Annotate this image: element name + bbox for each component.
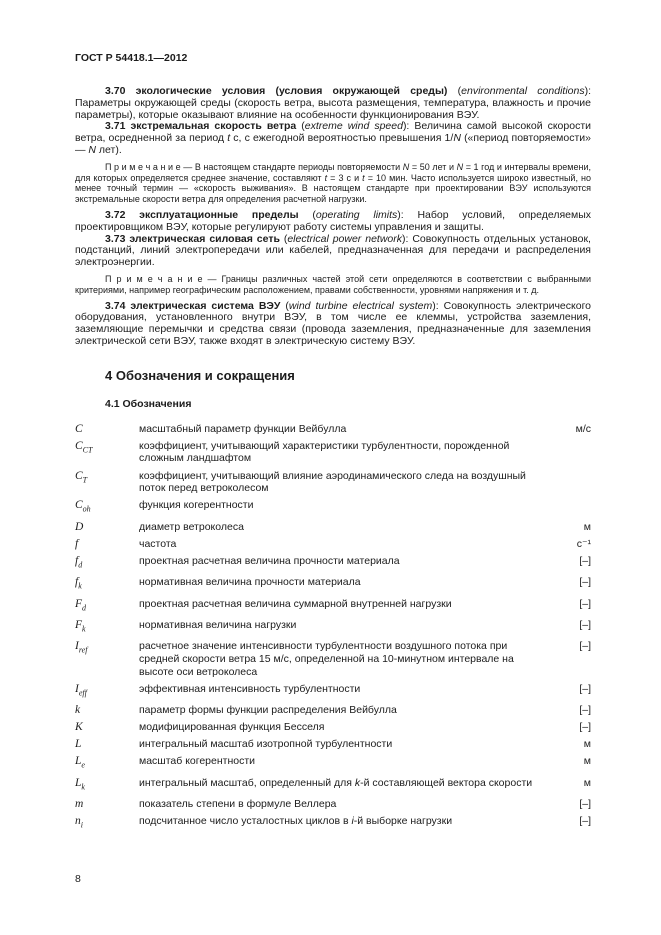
symbol: $L_k$ (75, 776, 85, 791)
section-title: 4 Обозначения и сокращения (105, 367, 295, 383)
symbol: $f_k$ (75, 576, 82, 591)
symbol-unit: м (583, 776, 591, 789)
symbol-row (75, 521, 591, 534)
symbols-list (75, 423, 591, 832)
symbol-description: диаметр ветроколеса (139, 520, 244, 533)
symbol-unit: [–] (579, 682, 591, 695)
symbol-unit: м (583, 520, 591, 533)
symbol: $I_{ref}$ (75, 640, 88, 655)
symbol: $C_{CT}$ (75, 439, 93, 455)
symbol-unit: м (583, 755, 591, 768)
note-3-71: П р и м е ч а н и е — В настоящем стандарте периоды повторяемости N = 50 лет и N = 1 год и интервалы времени, для которых определяется среднее значение, составляют t = 3 с и t = 10 мин. Часто используется широко известный, но менее точный термин — «скорость выживания». В настоящем стандарте при проектировании ВЭУ используются экстремальные скорости ветра для определения расчетной нагрузки. (75, 161, 591, 205)
symbol-description: проектная расчетная величина суммарной внутренней нагрузки (139, 597, 452, 610)
symbol-row (75, 798, 591, 811)
symbol-description: параметр формы функции распределения Вейбулла (139, 704, 397, 717)
symbol: C (75, 422, 83, 435)
symbol-unit: [–] (579, 618, 591, 631)
page-number: 8 (75, 873, 81, 885)
symbol-unit: [–] (579, 704, 591, 717)
symbol-description: функция когерентности (139, 499, 254, 512)
document-number: ГОСТ Р 54418.1—2012 (75, 52, 188, 64)
symbol: $C_T$ (75, 469, 88, 484)
subsection-title: 4.1 Обозначения (105, 397, 192, 410)
symbol-unit: [–] (579, 554, 591, 567)
symbol-row (75, 619, 591, 636)
symbol-row (75, 683, 591, 700)
symbol-row (75, 598, 591, 615)
symbol-row (75, 721, 591, 734)
definition-3-73: 3.73 электрическая силовая сеть (electrical power network): Совокупность отдельных установок, подстанций, линий электропередачи или кабелей, предназначенная для передачи и распределения электроэнергии. (75, 232, 591, 269)
symbol-description: интегральный масштаб, определенный для k-й составляющей вектора скорости (139, 776, 533, 789)
definition-3-70: 3.70 экологические условия (условия окружающей среды) (environmental conditions): Параметры окружающей среды (скорость ветра, высота размещения, температура, влажность и прочие параметры), которые оказывают влияние на особенности функционирования ВЭУ. (75, 85, 591, 121)
symbol-description: проектная расчетная величина прочности материала (139, 554, 400, 567)
symbol-description: коэффициент, учитывающий влияние аэродинамического следа на воздушный поток перед ветроколесом (139, 469, 526, 495)
symbol-row (75, 576, 591, 593)
symbol: K (75, 721, 83, 734)
symbol-description: частота (139, 537, 177, 550)
symbol: m (75, 798, 84, 811)
symbol-row (75, 538, 591, 551)
symbol: $F_k$ (75, 618, 86, 634)
symbol: $F_d$ (75, 597, 87, 612)
definition-3-72: 3.72 эксплуатационные пределы (operating limits): Набор условий, определяемых проектировщиком ВЭУ, которые регулируют работу системы управления и защиты. (75, 208, 591, 233)
symbol-row (75, 470, 591, 495)
definition-3-71: 3.71 экстремальная скорость ветра (extreme wind speed): Величина самой высокой скорости ветра, осредненной за период t с, с ежегодной вероятностью превышения 1/N («период повторяемости» — N лет). (75, 120, 591, 156)
definition-3-74: 3.74 электрическая система ВЭУ (wind turbine electrical system): Совокупность электрического оборудования, установленного внутри ВЭУ, в том числе ее клеммы, устройства заземления, заземляющие перемычки и средства связи (провода заземления, предназначенные для заземления электрической сети ВЭУ, также входят в электрическую систему ВЭУ. (75, 299, 592, 347)
symbol: f (75, 537, 79, 550)
symbol: $L_e$ (75, 755, 85, 770)
symbol-description: нормативная величина прочности материала (139, 576, 361, 589)
document-content (75, 86, 591, 832)
symbol-unit: с⁻¹ (576, 537, 591, 550)
symbol: $n_i$ (75, 815, 83, 830)
note-3-73: П р и м е ч а н и е — Границы различных частей этой сети определяются в соответствии с выбранными критериями, например географическим расположением, правами собственности, уровнями напряжения и т. д. (75, 273, 591, 295)
symbol-row (75, 755, 591, 772)
symbol-row (75, 440, 591, 465)
symbol-unit: м/с (575, 422, 591, 435)
document-header (75, 52, 591, 64)
symbol-description: подсчитанное число усталостных циклов в i-й выборке нагрузки (139, 815, 453, 828)
symbol-description: расчетное значение интенсивности турбулентности воздушного потока при средней скорости ветра 15 м/с, определенной на 10-минутном интервале на высоте оси ветроколеса (139, 640, 514, 678)
symbol-row (75, 815, 591, 832)
symbol-row (75, 499, 591, 516)
symbol: L (75, 738, 82, 751)
symbol-description: коэффициент, учитывающий характеристики турбулентности, порожденной сложным ландшафтом (139, 439, 510, 465)
symbol-description: показатель степени в формуле Веллера (139, 798, 337, 811)
symbol: $f_d$ (75, 554, 83, 570)
symbol-row (75, 777, 591, 794)
symbol-description: модифицированная функция Бесселя (139, 721, 325, 734)
symbol-unit: м (583, 738, 591, 751)
symbol-unit: [–] (579, 798, 591, 811)
symbol-unit: [–] (579, 815, 591, 828)
symbol-row (75, 423, 591, 436)
symbol: $C_{oh}$ (75, 499, 91, 514)
symbol-row (75, 555, 591, 572)
symbol-unit: [–] (579, 576, 591, 589)
symbol-unit: [–] (579, 597, 591, 610)
symbol-row (75, 738, 591, 751)
symbol-description: масштаб когерентности (139, 755, 256, 768)
symbol: D (75, 520, 84, 533)
symbol-description: масштабный параметр функции Вейбулла (139, 422, 347, 435)
symbol-row (75, 640, 591, 678)
symbol: $I_{eff}$ (75, 682, 87, 697)
symbol-description: эффективная интенсивность турбулентности (139, 682, 361, 695)
symbol-unit: [–] (579, 640, 591, 653)
symbol-description: интегральный масштаб изотропной турбулентности (139, 738, 393, 751)
symbol-row (75, 704, 591, 717)
symbol-unit: [–] (579, 721, 591, 734)
symbol-description: нормативная величина нагрузки (139, 618, 297, 631)
symbol: k (75, 704, 81, 717)
